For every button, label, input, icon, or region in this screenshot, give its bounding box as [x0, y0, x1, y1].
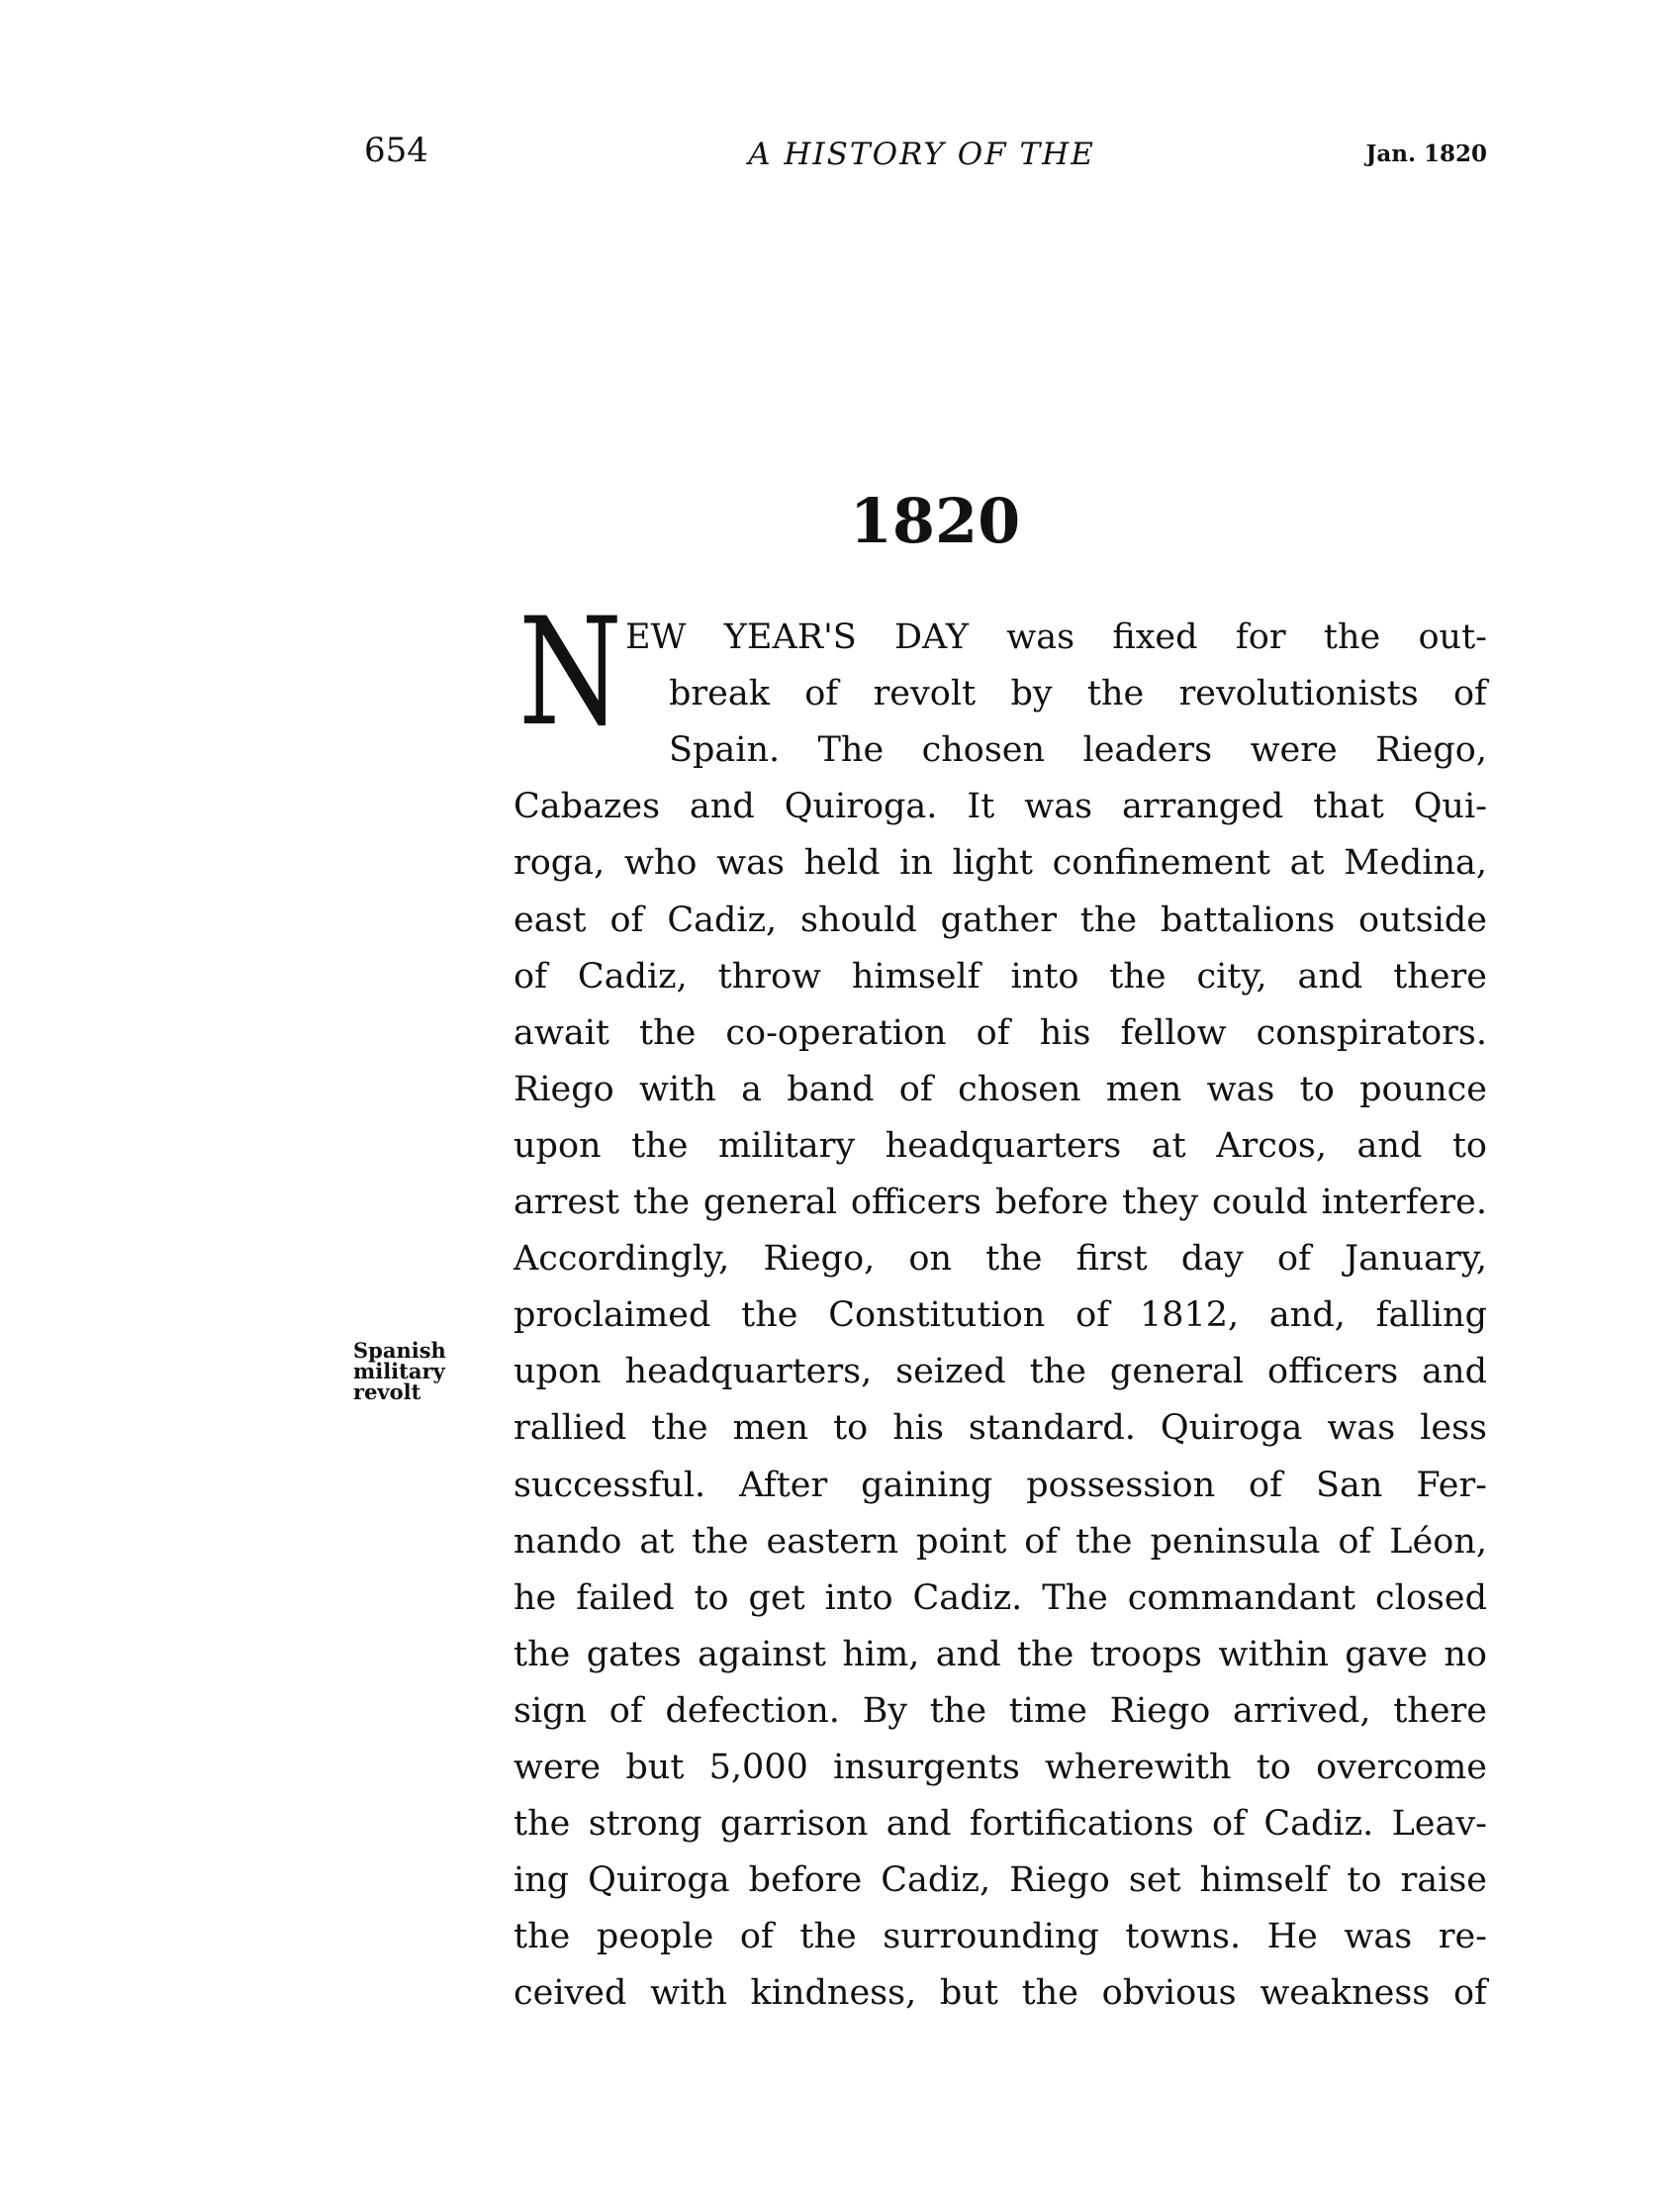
text-line-content: EW YEAR'S DAY was fixed for the out- [625, 618, 1487, 657]
text-line-content: the gates against him, and the troops within gave no [513, 1634, 1487, 1674]
running-title: A HISTORY OF THE [748, 137, 1095, 172]
text-line-content: ceived with kindness, but the obvious weakness of [513, 1973, 1487, 2014]
text-line-content: sign of defection. By the time Riego arrived, there [513, 1690, 1487, 1731]
chapter-title: 1820 [849, 485, 1021, 557]
text-line-content: Accordingly, Riego, on the first day of January, [513, 1239, 1487, 1280]
text-line-content: break of revolt by the revolutionists of [669, 674, 1487, 714]
text-line-content: rallied the men to his standard. Quiroga was less [513, 1408, 1487, 1449]
text-line [513, 1514, 1487, 1570]
text-line-content: Cabazes and Quiroga. It was arranged that Qui- [513, 787, 1487, 827]
text-line [513, 1118, 1487, 1175]
text-line-content: successful. After gaining possession of San Fer- [513, 1465, 1487, 1505]
text-line [513, 1965, 1487, 2022]
running-date: Jan. 1820 [1365, 141, 1487, 167]
margin-note-line: revolt [353, 1379, 421, 1404]
text-line [513, 779, 1487, 835]
text-line [513, 1005, 1487, 1062]
text-line [513, 1627, 1487, 1683]
text-line-content: proclaimed the Constitution of 1812, and, falling [513, 1295, 1487, 1336]
margin-note-line: Spanish [353, 1338, 446, 1363]
text-line-content: Spain. The chosen leaders were Riego, [669, 730, 1487, 771]
text-line [513, 1287, 1487, 1344]
text-line [513, 1062, 1487, 1118]
text-line-content: were but 5,000 insurgents wherewith to overcome [513, 1748, 1487, 1787]
text-line [513, 1740, 1487, 1796]
text-line [513, 1683, 1487, 1740]
text-line [513, 1231, 1487, 1287]
text-line-content: the people of the surrounding towns. He was re- [513, 1917, 1487, 1957]
text-line [513, 1909, 1487, 1965]
text-line-content: arrest the general officers before they could interfere. [513, 1183, 1487, 1222]
text-line-content: east of Cadiz, should gather the battalions outside [513, 900, 1487, 940]
text-line [669, 722, 1487, 779]
text-line [513, 893, 1487, 949]
text-line-content: Riego with a band of chosen men was to pounce [513, 1069, 1487, 1109]
text-line [513, 1175, 1487, 1231]
text-line-content: roga, who was held in light confinement at Medina, [513, 843, 1487, 884]
page-number: 654 [364, 131, 428, 170]
text-line [513, 835, 1487, 892]
text-line-content: upon the military headquarters at Arcos, and to [513, 1125, 1487, 1166]
text-line [513, 1796, 1487, 1852]
text-line [513, 1570, 1487, 1627]
text-line-content: he failed to get into Cadiz. The commandant closed [513, 1577, 1487, 1618]
text-line [625, 610, 1487, 666]
text-line-content: ing Quiroga before Cadiz, Riego set himself to raise [513, 1860, 1487, 1901]
text-line [513, 1852, 1487, 1909]
text-line-content: nando at the eastern point of the peninsula of Léon, [513, 1521, 1487, 1562]
text-line [513, 949, 1487, 1005]
text-line-content: upon headquarters, seized the general officers and [513, 1352, 1487, 1392]
text-line-content: await the co-operation of his fellow conspirators. [513, 1012, 1487, 1053]
drop-cap: N [518, 587, 622, 759]
text-line [513, 1344, 1487, 1400]
text-line [669, 666, 1487, 722]
margin-note-line: military [353, 1359, 445, 1383]
text-line [513, 1458, 1487, 1514]
text-line-content: of Cadiz, throw himself into the city, and there [513, 956, 1487, 997]
text-line-content: the strong garrison and fortifications of Cadiz. Leav- [513, 1804, 1487, 1845]
margin-note [353, 1340, 446, 1402]
text-line [513, 1400, 1487, 1457]
